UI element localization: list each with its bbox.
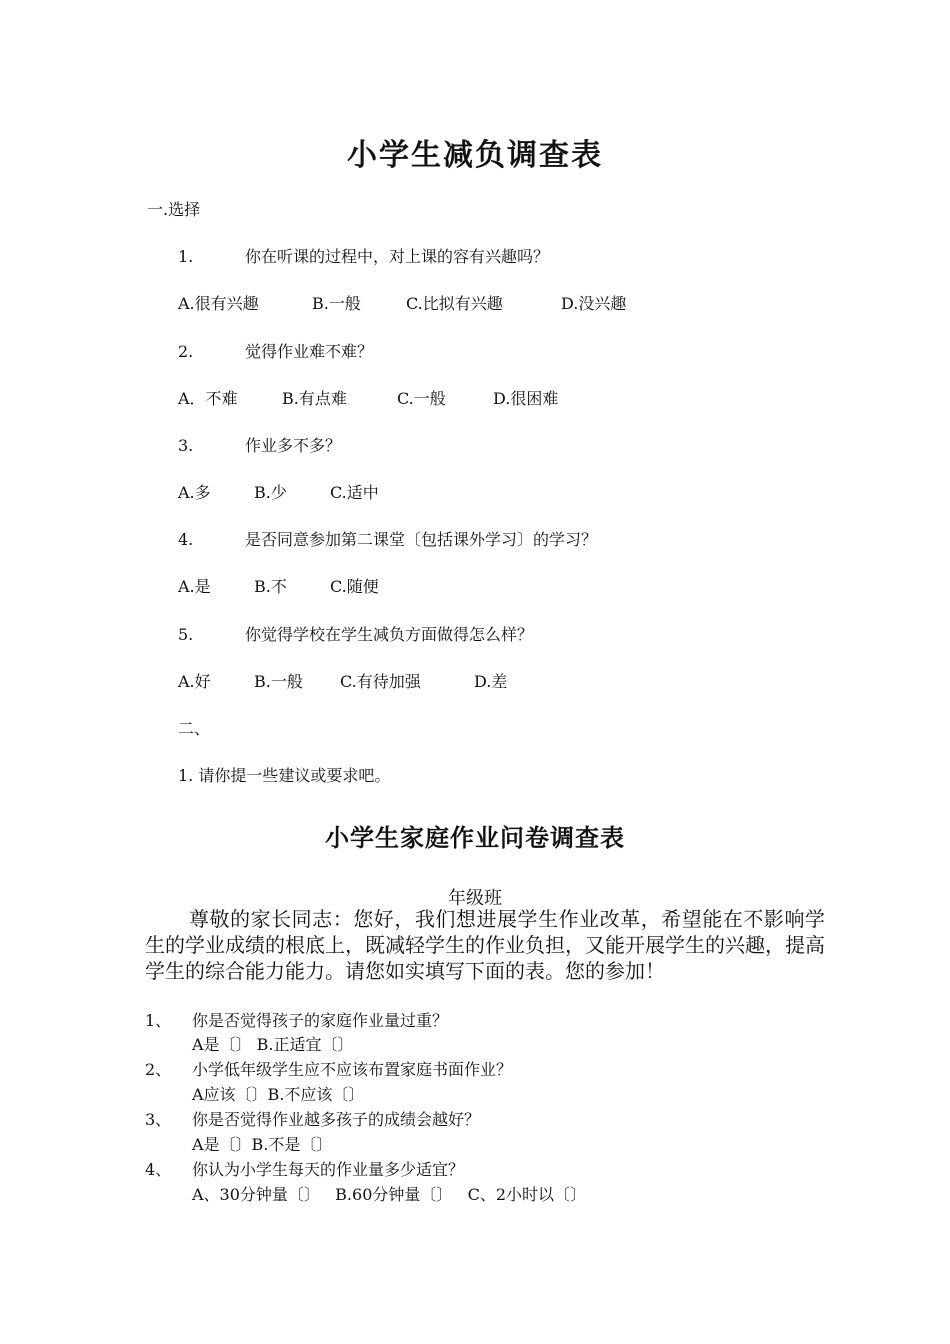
option: D.很困难 [493,389,559,408]
question-5-options [178,672,507,692]
option: C.随便 [330,577,379,596]
option: D.差 [474,672,508,691]
option: A.多 [178,483,211,502]
survey1-title: 小学生减负调查表 [347,138,603,173]
question-text: 是否同意参加第二课堂〔包括课外学习〕的学习？ [245,530,598,549]
question-number: 2、 [145,1060,172,1079]
option: C.比拟有兴趣 [406,294,503,313]
question-1-options [178,294,626,314]
option: B.一般 [312,294,361,313]
question-text: 小学低年级学生应不应该布置家庭书面作业？ [192,1060,513,1079]
s2-question-4 [145,1160,464,1180]
s2-question-4-options: A、30分钟量〔〕 B.60分钟量〔〕 C、2小时以〔〕 [192,1185,587,1204]
class-line: 年级班 [448,888,502,909]
s2-question-1-options: A是〔〕 B.正适宜〔〕 [192,1035,354,1054]
section2-heading: 二、 [178,719,211,738]
question-2 [178,342,373,362]
option: B.不 [254,577,287,596]
question-text: 你认为小学生每天的作业量多少适宜？ [192,1160,465,1179]
option: C.有待加强 [340,672,421,691]
intro-paragraph [145,906,825,984]
question-4-options [178,577,379,597]
intro-text: 尊敬的家长同志：您好，我们想进展学生作业改革，希望能在不影响学生的学业成绩的根底上，既减轻学生的作业负担，又能开展学生的兴趣，提高学生的综合能力能力。请您如实填写下面的表。您的参加！ [145,907,825,983]
question-text: 作业多不多？ [245,436,342,455]
section1-heading: 一.选择 [147,200,201,219]
question-1 [178,247,549,267]
open-question: 1. 请你提一些建议或要求吧。 [178,766,391,785]
s2-question-2 [145,1060,512,1080]
option: A.好 [178,672,211,691]
option: B.一般 [254,672,303,691]
question-3 [178,436,341,456]
question-number: 5. [178,625,194,644]
question-number: 1、 [145,1011,172,1030]
question-number: 2. [178,342,194,361]
s2-question-2-options: A应该〔〕B.不应该〔〕 [192,1085,365,1104]
option: C.适中 [330,483,379,502]
option: D.没兴趣 [561,294,627,313]
question-number: 3. [178,436,194,455]
question-2-options [178,389,558,409]
option: A．不难 [178,389,238,408]
s2-question-1 [145,1011,448,1031]
question-number: 4、 [145,1160,172,1179]
s2-question-3-options: A是〔〕B.不是〔〕 [192,1135,333,1154]
question-5 [178,625,533,645]
question-number: 4. [178,530,194,549]
question-text: 你是否觉得作业越多孩子的成绩会越好？ [192,1110,481,1129]
question-text: 你是否觉得孩子的家庭作业量过重？ [192,1011,449,1030]
option: A.很有兴趣 [178,294,259,313]
question-text: 你在听课的过程中，对上课的容有兴趣吗？ [245,247,550,266]
s2-question-3 [145,1110,480,1130]
option: C.一般 [397,389,446,408]
option: B.有点难 [282,389,347,408]
option: A.是 [178,577,211,596]
question-4 [178,530,597,550]
question-text: 觉得作业难不难？ [245,342,374,361]
question-number: 3、 [145,1110,172,1129]
question-number: 1. [178,247,194,266]
survey2-title: 小学生家庭作业问卷调查表 [325,823,625,852]
question-text: 你觉得学校在学生减负方面做得怎么样？ [245,625,534,644]
option: B.少 [254,483,287,502]
question-3-options [178,483,379,503]
